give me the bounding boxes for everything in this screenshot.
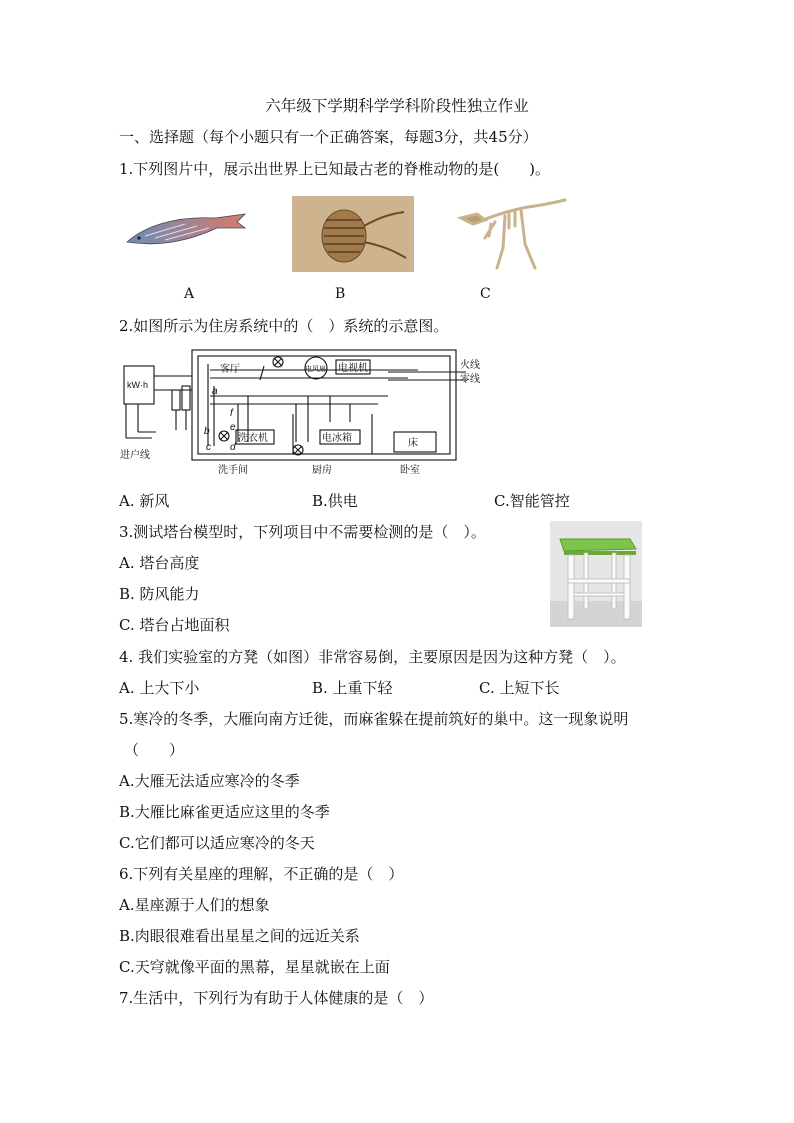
question-6-option-b: B.肉眼很难看出星星之间的远近关系 [119, 927, 360, 945]
node-label-b: b [204, 426, 210, 437]
option-b-label: B [335, 286, 346, 302]
question-1-stem: 1.下列图片中，展示出世界上已知最古老的脊椎动物的是( )。 [119, 160, 551, 178]
node-label-a: a [212, 386, 218, 397]
question-7-stem: 7.生活中，下列行为有助于人体健康的是（ ） [119, 989, 434, 1007]
bathroom-label: 洗手间 [218, 465, 248, 476]
section-heading: 一、选择题（每个小题只有一个正确答案，每题3分，共45分） [119, 128, 538, 146]
wiring-diagram [118, 346, 492, 478]
node-label-f: f [230, 408, 233, 419]
question-3-option-c: C. 塔台占地面积 [119, 616, 230, 634]
living-room-label: 客厅 [220, 364, 240, 375]
question-2-stem: 2.如图所示为住房系统中的（ ）系统的示意图。 [119, 317, 449, 335]
question-5-option-c: C.它们都可以适应寒冷的冬天 [119, 834, 315, 852]
question-2-option-c: C.智能管控 [494, 492, 570, 510]
bed-label: 床 [408, 438, 418, 449]
tv-label: 电视机 [338, 363, 368, 374]
node-label-d: d [230, 442, 236, 453]
question-5-option-b: B.大雁比麻雀更适应这里的冬季 [119, 803, 330, 821]
washer-label: 洗衣机 [238, 433, 268, 444]
option-a-label: A [184, 286, 195, 302]
question-3-option-a: A. 塔台高度 [119, 554, 200, 572]
stool-image [550, 521, 642, 627]
question-3-option-b: B. 防风能力 [119, 585, 200, 603]
fridge-label: 电冰箱 [322, 433, 352, 444]
bedroom-label: 卧室 [400, 465, 420, 476]
neutral-line-label: 零线 [460, 374, 480, 385]
question-2-option-b: B.供电 [312, 492, 358, 510]
question-4-option-c: C. 上短下长 [479, 679, 560, 697]
option-c-label: C [480, 286, 491, 302]
meter-label: kW·h [127, 380, 148, 390]
dinosaur-skeleton-image [455, 188, 567, 272]
question-6-stem: 6.下列有关星座的理解，不正确的是（ ） [119, 865, 404, 883]
page-title: 六年级下学期科学学科阶段性独立作业 [265, 97, 529, 115]
node-label-e: e [230, 422, 236, 433]
fire-line-label: 火线 [460, 360, 480, 371]
question-6-option-a: A.星座源于人们的想象 [119, 896, 270, 914]
question-5-option-a: A.大雁无法适应寒冷的冬季 [119, 772, 300, 790]
question-4-stem: 4. 我们实验室的方凳（如图）非常容易倒，主要原因是因为这种方凳（ ）。 [119, 648, 626, 666]
kitchen-label: 厨房 [312, 465, 332, 476]
question-2-option-a: A. 新风 [119, 492, 170, 510]
inlet-label: 进户线 [120, 450, 150, 461]
question-4-option-a: A. 上大下小 [119, 679, 200, 697]
question-6-option-c: C.天穹就像平面的黑幕，星星就嵌在上面 [119, 958, 390, 976]
question-5-stem: 5.寒冷的冬季，大雁向南方迁徙，而麻雀躲在提前筑好的巢中。这一现象说明 [119, 710, 629, 728]
fan-label: 电风扇 [305, 366, 326, 373]
node-label-c: c [206, 442, 211, 453]
trilobite-fossil-image [292, 196, 414, 272]
question-5-paren: （ ） [124, 741, 185, 759]
fish-fossil-image [125, 208, 247, 256]
question-4-option-b: B. 上重下轻 [312, 679, 393, 697]
question-3-stem: 3.测试塔台模型时，下列项目中不需要检测的是（ ）。 [119, 523, 486, 541]
